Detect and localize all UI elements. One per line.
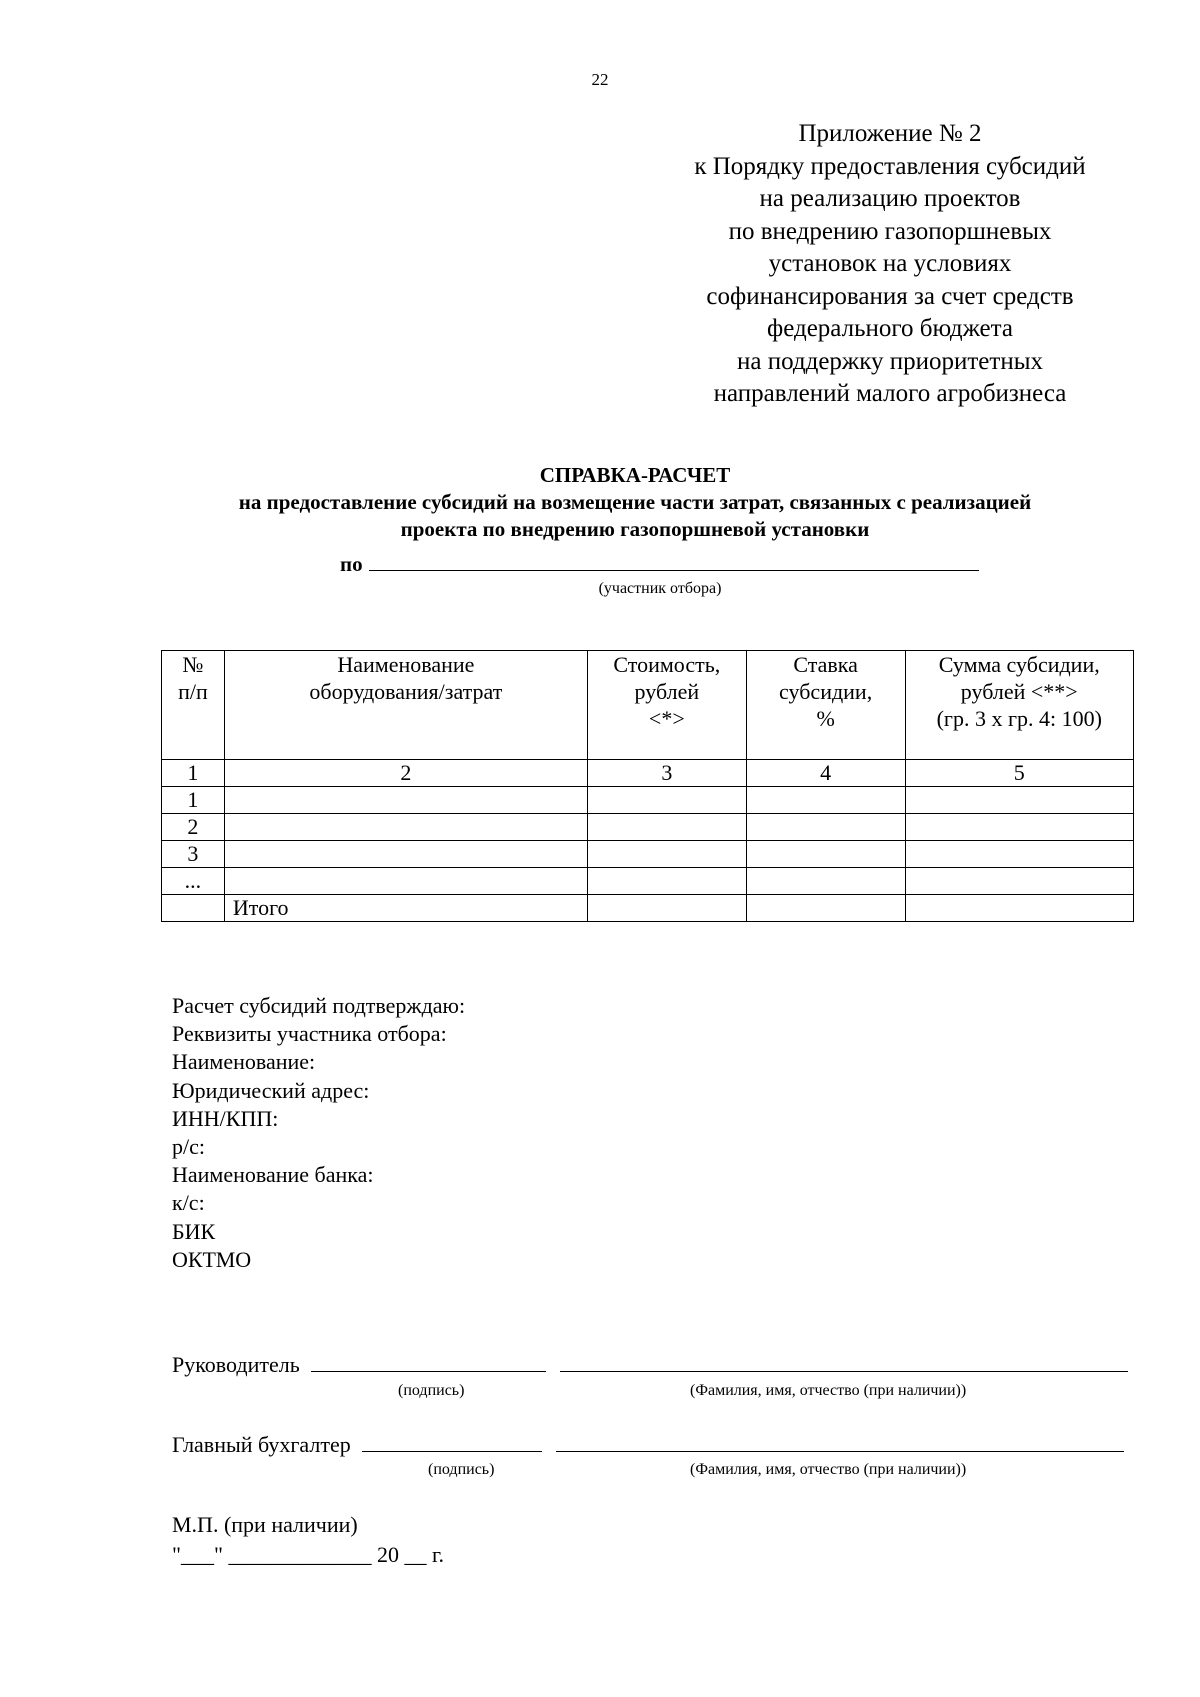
header-text: Стоимость,: [613, 652, 721, 677]
header-cell-rate: [746, 651, 905, 760]
requisites-line: Реквизиты участника отбора:: [172, 1021, 447, 1047]
requisites-block: [172, 992, 465, 1274]
signature-caption: (подпись): [428, 1461, 495, 1478]
header-cell-name: [224, 651, 587, 760]
row-number-cell: 1: [162, 787, 225, 814]
head-signature-blank: [311, 1353, 546, 1372]
table-cell: [224, 787, 587, 814]
requisites-line: ИНН/КПП:: [172, 1105, 279, 1131]
table-cell: [905, 814, 1134, 841]
table-cell: [587, 814, 746, 841]
participant-line: [340, 552, 979, 577]
annex-line: к Порядку предоставления субсидий: [694, 152, 1086, 180]
table-header-row: [162, 651, 1134, 760]
table-cell: [224, 868, 587, 895]
accountant-name-blank: [556, 1433, 1124, 1452]
stamp-note: М.П. (при наличии): [172, 1512, 358, 1537]
header-text: субсидии,: [779, 679, 873, 704]
table-cell: [587, 895, 746, 922]
table-cell: [905, 841, 1134, 868]
accountant-label: Главный бухгалтер: [172, 1432, 351, 1457]
header-text: рублей <**>: [960, 679, 1078, 704]
participant-blank: [369, 552, 979, 571]
signature-caption: (подпись): [398, 1382, 465, 1399]
requisites-line: Наименование:: [172, 1049, 316, 1075]
table-cell: [905, 868, 1134, 895]
requisites-line: БИК: [172, 1218, 216, 1244]
header-text: Ставка: [793, 652, 858, 677]
page-number: 22: [591, 70, 609, 89]
accountant-signature-blank: [362, 1433, 542, 1452]
annex-line: установок на условиях: [768, 250, 1012, 277]
header-text: %: [816, 706, 835, 731]
head-label: Руководитель: [172, 1352, 300, 1377]
table-cell: 4: [746, 760, 905, 787]
date-line: "___" _____________ 20 __ г.: [172, 1542, 445, 1567]
table-cell: [746, 841, 905, 868]
header-cell-number: [162, 651, 225, 760]
header-text: оборудования/затрат: [309, 679, 503, 704]
header-text: №: [182, 652, 204, 677]
table-cell: [746, 895, 905, 922]
row-number-cell: 3: [162, 841, 225, 868]
header-cell-subsidy-sum: [905, 651, 1134, 760]
requisites-line: р/с:: [172, 1134, 205, 1160]
table-row: [162, 841, 1134, 868]
title-main: СПРАВКА-РАСЧЕТ: [539, 463, 731, 487]
requisites-line: Расчет субсидий подтверждаю:: [172, 993, 466, 1018]
head-name-blank: [560, 1353, 1128, 1372]
participant-caption: (участник отбора): [598, 580, 722, 597]
table-cell: 1: [162, 760, 225, 787]
title-subtitle-line: на предоставление субсидий на возмещение части затрат, связанных с реализацией: [238, 490, 1032, 514]
header-cell-cost: [587, 651, 746, 760]
annex-line: по внедрению газопоршневых: [728, 217, 1052, 245]
table-cell: 5: [905, 760, 1134, 787]
table-cell: 3: [587, 760, 746, 787]
header-text: <*>: [648, 706, 685, 731]
annex-line: на реализацию проектов: [759, 185, 1021, 212]
requisites-line: Наименование банка:: [172, 1162, 374, 1188]
row-number-cell: ...: [162, 868, 225, 895]
accountant-signature-line: [172, 1432, 1124, 1458]
table-row: [162, 814, 1134, 841]
annex-line: направлений малого агробизнеса: [713, 380, 1067, 407]
requisites-line: к/с:: [172, 1190, 205, 1216]
row-number-cell: 2: [162, 814, 225, 841]
total-label: Итого: [224, 895, 587, 922]
header-text: рублей: [634, 679, 700, 704]
total-row: [162, 895, 1134, 922]
table-cell: 2: [224, 760, 587, 787]
column-numbering-row: [162, 760, 1134, 787]
subsidy-calculation-table: [161, 650, 1134, 922]
table-row: [162, 868, 1134, 895]
table-cell: [587, 868, 746, 895]
requisites-line: ОКТМО: [172, 1246, 252, 1272]
annex-header: [600, 118, 1180, 411]
table-cell: [587, 787, 746, 814]
table-cell: [224, 814, 587, 841]
requisites-line: Юридический адрес:: [172, 1077, 370, 1103]
table-cell: [224, 841, 587, 868]
po-label: по: [340, 552, 363, 576]
header-text: Сумма субсидии,: [938, 652, 1100, 677]
title-subtitle-line: проекта по внедрению газопоршневой установки: [400, 517, 870, 541]
table-cell: [905, 787, 1134, 814]
header-text: Наименование: [337, 652, 475, 677]
head-signature-line: [172, 1352, 1128, 1378]
annex-line: федерального бюджета: [767, 315, 1013, 342]
table-cell: [587, 841, 746, 868]
header-text: (гр. 3 x гр. 4: 100): [936, 706, 1102, 731]
table-cell: [905, 895, 1134, 922]
table-row: [162, 787, 1134, 814]
table-cell: [162, 895, 225, 922]
name-caption: (Фамилия, имя, отчество (при наличии)): [690, 1461, 967, 1478]
annex-line: софинансирования за счет средств: [706, 282, 1074, 310]
name-caption: (Фамилия, имя, отчество (при наличии)): [690, 1382, 967, 1399]
table-cell: [746, 787, 905, 814]
annex-line: на поддержку приоритетных: [737, 347, 1043, 375]
table-cell: [746, 868, 905, 895]
document-title: [150, 462, 1120, 543]
table-cell: [746, 814, 905, 841]
annex-line: Приложение № 2: [798, 120, 982, 147]
header-text: п/п: [178, 679, 208, 704]
